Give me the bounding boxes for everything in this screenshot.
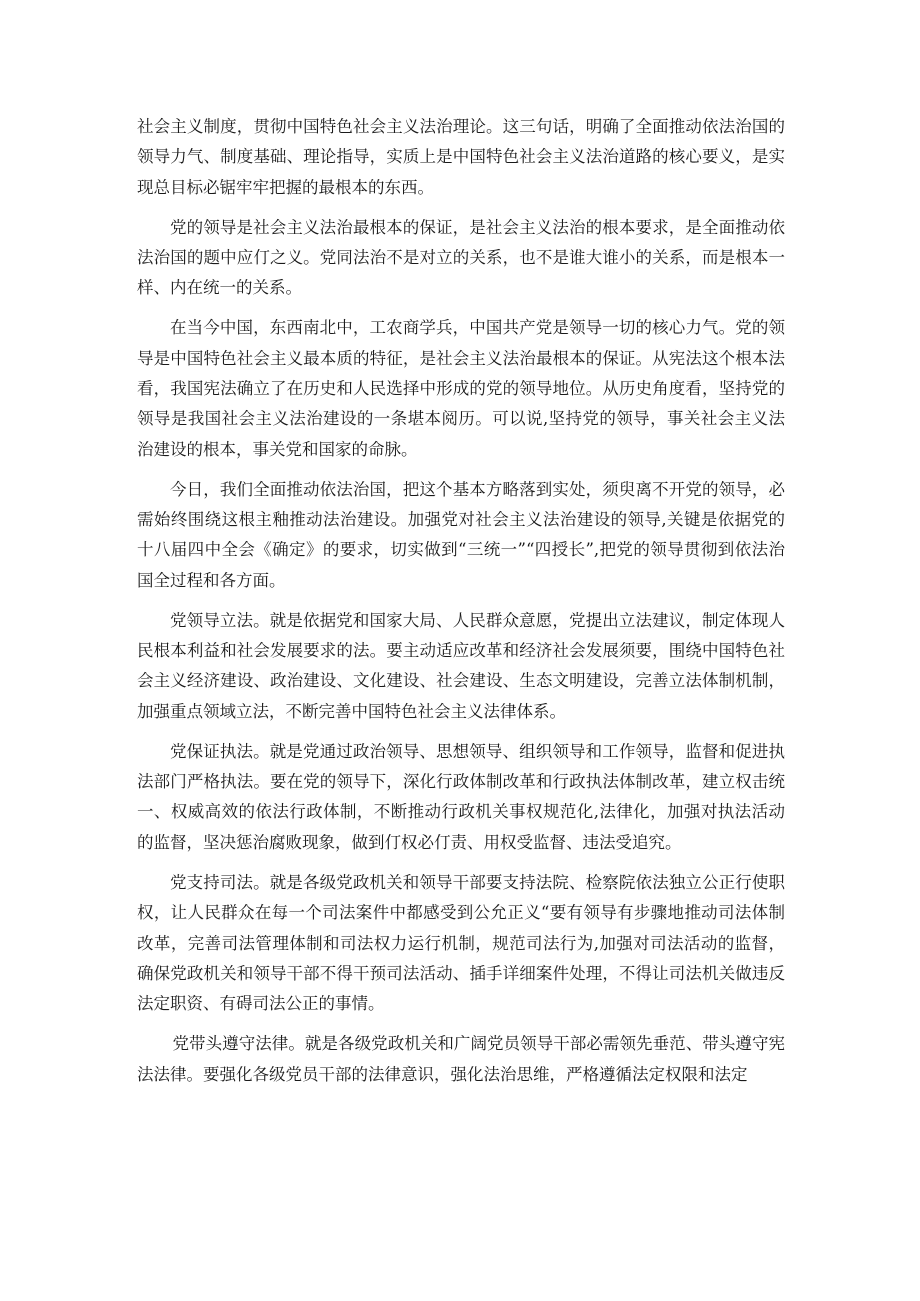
- paragraph-8: 党带头遵守法律。就是各级党政机关和广阔党员领导干部必需领先垂范、带头遵守宪法法律。要强化各级党员干部的法律意识，强化法治思维，严格遵循法定权限和法定: [137, 1034, 785, 1084]
- paragraph-4: 今日，我们全面推动依法治国，把这个基本方略落到实处，须臾离不开党的领导，必需始终围绕这根主釉推动法治建设。加强党对社会主义法治建设的领导,关键是依据党的十八届四中全会《确定》的要求，切实做到“三统一”“四授长”,把党的领导贯彻到依法治国全过程和各方面。: [137, 479, 785, 590]
- paragraph-7: 党支持司法。就是各级党政机关和领导干部要支持法院、检察院依法独立公正行使职权，让人民群众在每一个司法案件中都感受到公允正义“要有领导有步骤地推动司法体制改革，完善司法管理体制和司法权力运行机制，规范司法行为,加强对司法活动的监督，确保党政机关和领导干部不得干预司法活动、插手详细案件处理，不得让司法机关做违反法定职资、有碍司法公正的事情。: [137, 872, 785, 1014]
- paragraph-6: 党保证执法。就是党通过政治领导、思想领导、组织领导和工作领导，监督和促进执法部门严格执法。要在党的领导下，深化行政体制改革和行政执法体制改革，建立权击统一、权威高效的依法行政体制，不断推动行政机关事权规范化,法律化，加强对执法活动的监督，坚决惩治腐败现象，做到仃权必仃责、用权受监督、违法受追究。: [137, 741, 785, 852]
- paragraph-2: 党的领导是社会主义法治最根本的保证，是社会主义法治的根本要求，是全面推动依法治国的题中应仃之义。党同法治不是对立的关系，也不是谁大谁小的关系，而是根本一样、内在统一的关系。: [137, 217, 785, 298]
- paragraph-5: 党领导立法。就是依据党和国家大局、人民群众意愿，党提出立法建议，制定体现人民根本利益和社会发展要求的法。要主动适应改革和经济社会发展须要，围绕中国特色社会主义经济建设、政治建设、文化建设、社会建设、生态文明建设，完善立法体制机制，加强重点领域立法，不断完善中国特色社会主义法律体系。: [137, 610, 785, 721]
- paragraph-3: 在当今中国，东西南北中，工农商学兵，中国共产党是领导一切的核心力气。党的领导是中国特色社会主义最本质的特征，是社会主义法治最根本的保证。从宪法这个根本法看，我国宪法确立了在历史和人民选择中形成的党的领导地位。从历史角度看，坚持党的领导是我国社会主义法治建设的一条堪本阅历。可以说,坚持党的领导，事关社会主义法治建设的根本，事关党和国家的命脉。: [137, 318, 785, 459]
- document-page: [137, 112, 785, 1099]
- paragraph-1: 社会主义制度，贯彻中国特色社会主义法治理论。这三句话，明确了全面推动依法治国的领导力气、制度基础、理论指导，实质上是中国特色社会主义法治道路的核心要义，是实现总目标必锯牢牢把握的最根本的东西。: [137, 117, 785, 197]
